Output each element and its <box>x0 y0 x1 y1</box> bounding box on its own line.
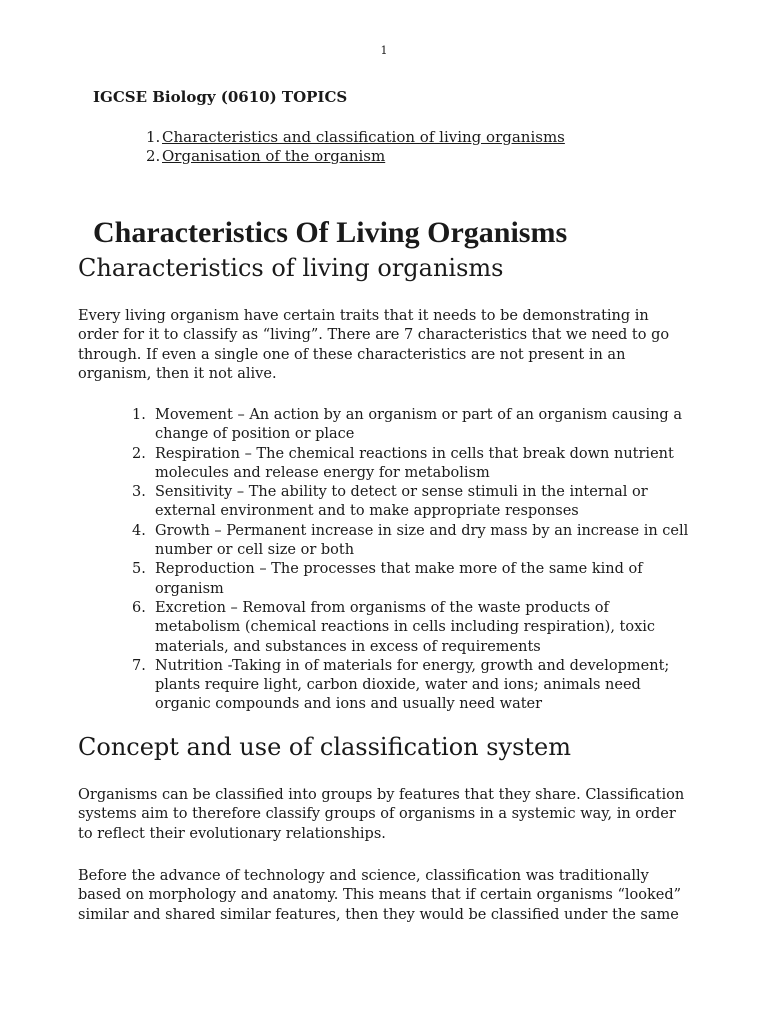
toc-item-number: 2. <box>146 147 161 165</box>
list-item-text: Respiration – The chemical reactions in cells that break down nutrient molecules and release energy for metabolism <box>155 445 674 481</box>
intro-paragraph: Every living organism have certain traits that it needs to be demonstrating in order for it to classify as “living”. There are 7 characteristics that we need to go through. If even a single one of these characteristics are not present in an organism, then it not alive. <box>78 308 670 382</box>
toc-item-number: 1. <box>146 128 161 146</box>
list-item-number: 6. <box>132 599 146 616</box>
list-item-text: Movement – An action by an organism or part of an organism causing a change of position or place <box>155 407 682 443</box>
list-item <box>126 599 698 657</box>
toc-link-organisation[interactable]: Organisation of the organism <box>162 147 386 165</box>
list-item <box>126 522 698 561</box>
list-item-text: Excretion – Removal from organisms of the waste products of metabolism (chemical reactions in cells including respiration), toxic materials, and substances in excess of requirements <box>155 599 656 655</box>
characteristics-list <box>126 406 698 715</box>
history-paragraph: Before the advance of technology and science, classification was traditionally based on morphology and anatomy. This means that if certain organisms “looked” similar and shared similar features, then they would be classified under the same <box>78 868 682 923</box>
list-item-number: 2. <box>132 445 146 462</box>
page-number: 1 <box>380 44 388 57</box>
list-item <box>126 560 698 599</box>
list-item-number: 4. <box>132 522 146 539</box>
list-item <box>126 657 698 715</box>
list-item <box>126 445 698 484</box>
list-item-number: 3. <box>132 484 146 501</box>
toc-item <box>146 147 565 166</box>
list-item <box>126 406 698 445</box>
section-heading-main: Characteristics Of Living Organisms <box>93 216 568 249</box>
list-item-number: 5. <box>132 561 146 578</box>
document-title: IGCSE Biology (0610) TOPICS <box>93 88 348 106</box>
subheading-characteristics: Characteristics of living organisms <box>78 254 504 282</box>
list-item-number: 7. <box>132 657 146 674</box>
toc-link-characteristics[interactable]: Characteristics and classification of living organisms <box>162 128 565 146</box>
classification-paragraph: Organisms can be classified into groups by features that they share. Classification systems aim to therefore classify groups of organisms in a systemic way, in order to reflect their evolutionary relationships. <box>78 787 685 842</box>
list-item-text: Growth – Permanent increase in size and dry mass by an increase in cell number or cell size or both <box>155 522 689 559</box>
list-item <box>126 483 698 522</box>
list-item-text: Sensitivity – The ability to detect or sense stimuli in the internal or external environment and to make appropriate responses <box>155 484 648 520</box>
toc-item <box>146 128 565 147</box>
list-item-text: Reproduction – The processes that make more of the same kind of organism <box>155 561 643 597</box>
list-item-number: 1. <box>132 407 146 423</box>
subheading-classification: Concept and use of classification system <box>78 733 572 761</box>
list-item-text: Nutrition -Taking in of materials for energy, growth and development; plants require light, carbon dioxide, water and ions; animals need organic compounds and ions and usually need water <box>155 657 670 713</box>
table-of-contents <box>146 128 565 166</box>
